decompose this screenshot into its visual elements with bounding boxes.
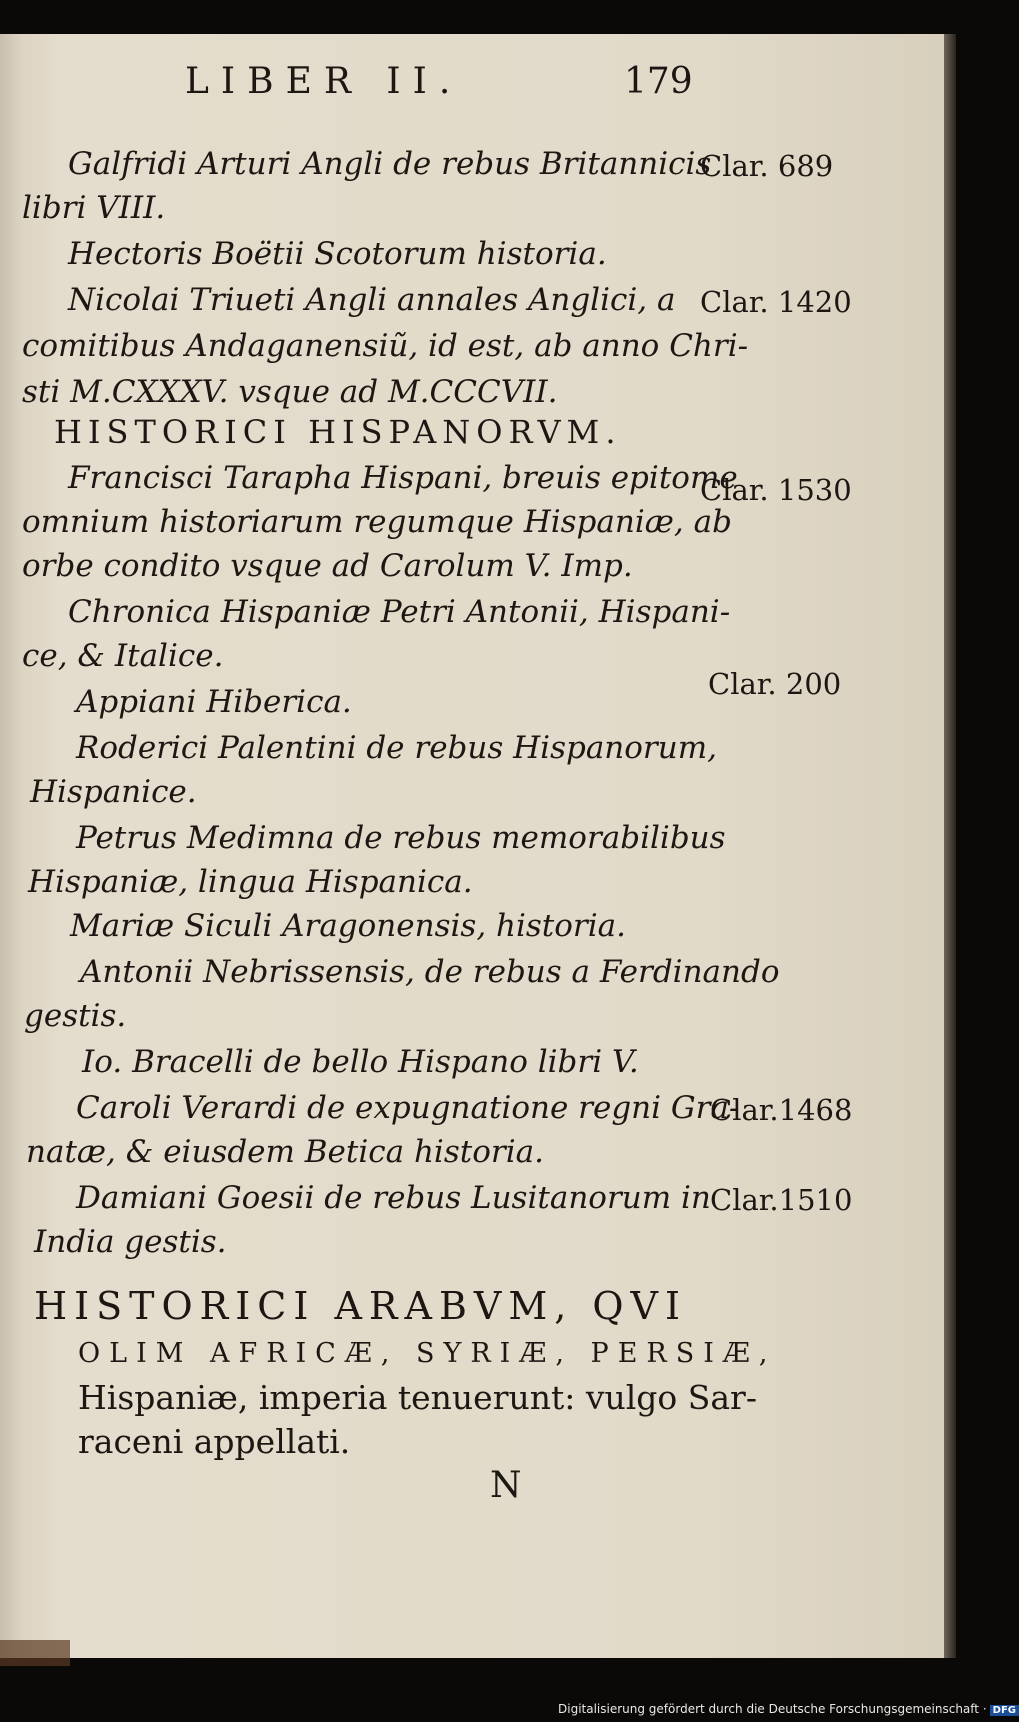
text-line: sti M.CXXXV. vsque ad M.CCCVII.	[22, 374, 558, 410]
text-line: natæ, & eiusdem Betica historia.	[26, 1134, 544, 1170]
text-line: gestis.	[24, 998, 127, 1034]
section-text: Hispaniæ, imperia tenuerunt: vulgo Sar-	[78, 1378, 757, 1417]
margin-note: Clar. 689	[700, 149, 834, 183]
running-title: LIBER II.	[185, 61, 463, 102]
text-line: Hispanice.	[30, 774, 197, 810]
text-line: Mariæ Siculi Aragonensis, historia.	[70, 908, 627, 944]
signature-mark: N	[490, 1465, 522, 1506]
text-line: India gestis.	[34, 1224, 227, 1260]
corner-stain	[0, 1640, 70, 1666]
text-line: Chronica Hispaniæ Petri Antonii, Hispani-	[68, 594, 731, 630]
section-title: HISTORICI ARABVM, QVI	[34, 1284, 688, 1328]
text-line: Antonii Nebrissensis, de rebus a Ferdinando	[80, 954, 780, 990]
margin-note: Clar.1510	[710, 1183, 853, 1217]
margin-note: Clar. 1530	[700, 473, 852, 507]
text-line: Petrus Medimna de rebus memorabilibus	[76, 820, 726, 856]
margin-note: Clar.1468	[710, 1093, 853, 1127]
footer-credit	[558, 1702, 1019, 1716]
text-line: Io. Bracelli de bello Hispano libri V.	[82, 1044, 639, 1080]
text-line: Caroli Verardi de expugnatione regni Gra-	[76, 1090, 740, 1126]
margin-note: Clar. 200	[708, 667, 842, 701]
text-line: comitibus Andaganensiũ, id est, ab anno Chri-	[22, 328, 749, 364]
page-edge-shadow	[944, 34, 956, 1658]
text-line: Francisci Tarapha Hispani, breuis epitome	[68, 460, 738, 496]
text-line: orbe condito vsque ad Carolum V. Imp.	[22, 548, 633, 584]
section-text: raceni appellati.	[78, 1422, 351, 1461]
text-line: ce, & Italice.	[22, 638, 224, 674]
dfg-badge: DFG	[990, 1705, 1019, 1716]
margin-note: Clar. 1420	[700, 285, 852, 319]
page-number: 179	[624, 61, 693, 102]
text-line: omnium historiarum regumque Hispaniæ, ab	[22, 504, 732, 540]
section-subtitle: OLIM AFRICÆ, SYRIÆ, PERSIÆ,	[78, 1338, 777, 1369]
text-line: Appiani Hiberica.	[76, 684, 352, 720]
text-line: Galfridi Arturi Angli de rebus Britannicis	[68, 146, 712, 182]
section-heading: HISTORICI HISPANORVM.	[54, 413, 622, 451]
text-line: Nicolai Triueti Angli annales Anglici, a	[68, 282, 676, 318]
book-page	[0, 34, 946, 1658]
footer-text: Digitalisierung gefördert durch die Deutsche Forschungsgemeinschaft ·	[558, 1702, 987, 1716]
text-line: Hispaniæ, lingua Hispanica.	[28, 864, 473, 900]
text-line: libri VIII.	[22, 190, 166, 226]
text-line: Hectoris Boëtii Scotorum historia.	[68, 236, 607, 272]
text-line: Damiani Goesii de rebus Lusitanorum in	[76, 1180, 711, 1216]
text-line: Roderici Palentini de rebus Hispanorum,	[76, 730, 717, 766]
page-text	[0, 34, 944, 1658]
